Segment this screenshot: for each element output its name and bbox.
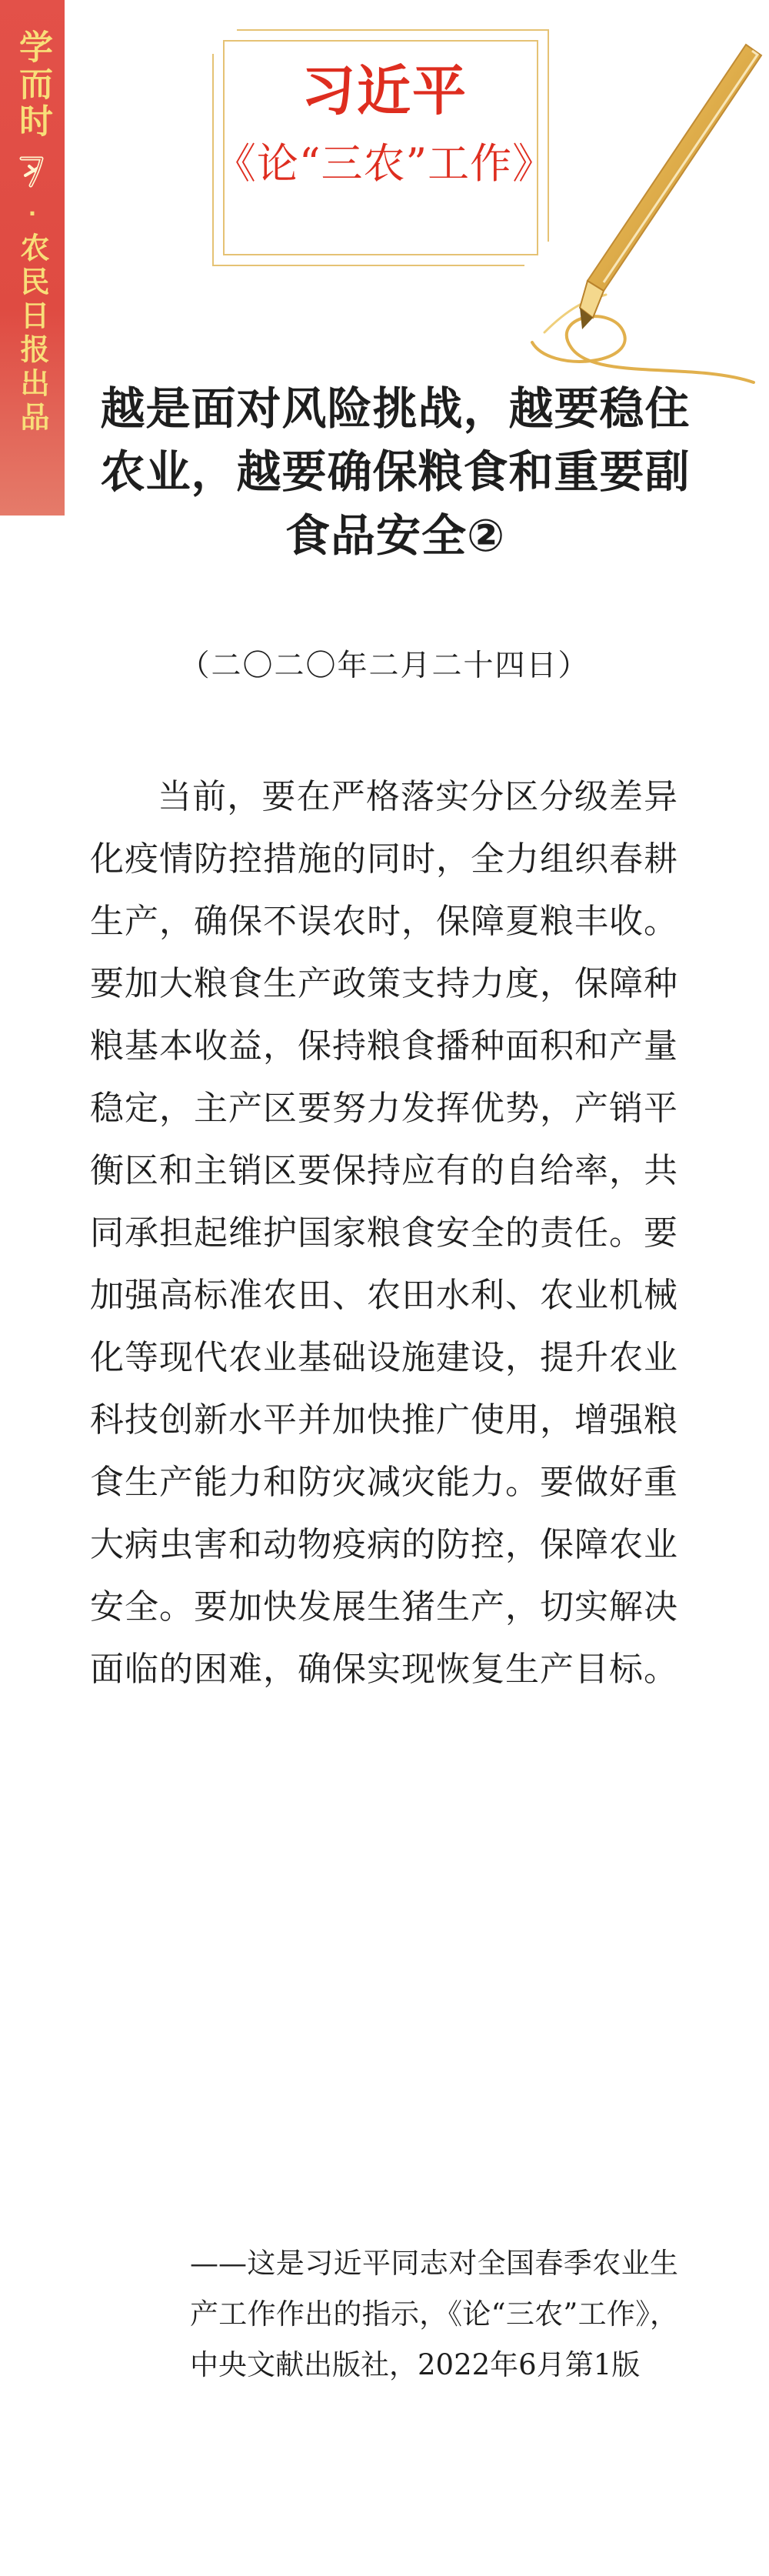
article-body: 当前，要在严格落实分区分级差异化疫情防控措施的同时，全力组织春耕生产，确保不误农时，保障夏粮丰收。要加大粮食生产政策支持力度，保障种粮基本收益，保持粮食播种面积和产量稳定，主产区要努力发挥优势，产销平衡区和主销区要保持应有的自给率，共同承担起维护国家粮食安全的责任。要加强高标准农田、农田水利、农业机械化等现代农业基础设施建设，提升农业科技创新水平并加快推广使用，增强粮食生产能力和防灾减灾能力。要做好重大病虫害和动物疫病的防控，保障农业安全。要加快发展生猪生产，切实解决面临的困难，确保实现恢复生产目标。: [90, 777, 678, 1689]
side-brand-text: 学而时: [13, 29, 52, 140]
article-headline: 越是面对风险挑战，越要稳住农业，越要确保粮食和重要副食品安全②: [100, 382, 691, 562]
ink-swirl-icon: [532, 316, 754, 382]
article-date: （二〇二〇年二月二十四日）: [179, 649, 590, 683]
side-source-text: 农民日报出品: [15, 232, 49, 435]
source-note: ——这是习近平同志对全国春季农业生产工作作出的指示，《论“三农”工作》，中央文献出版社，2022年6月第1版: [190, 2247, 678, 2381]
fountain-pen-icon: [477, 31, 769, 415]
book-title: 《论“三农”工作》: [214, 139, 555, 188]
author-title: 习近平: [301, 59, 468, 122]
pen-body: [580, 45, 761, 329]
side-separator: ·: [28, 201, 37, 226]
